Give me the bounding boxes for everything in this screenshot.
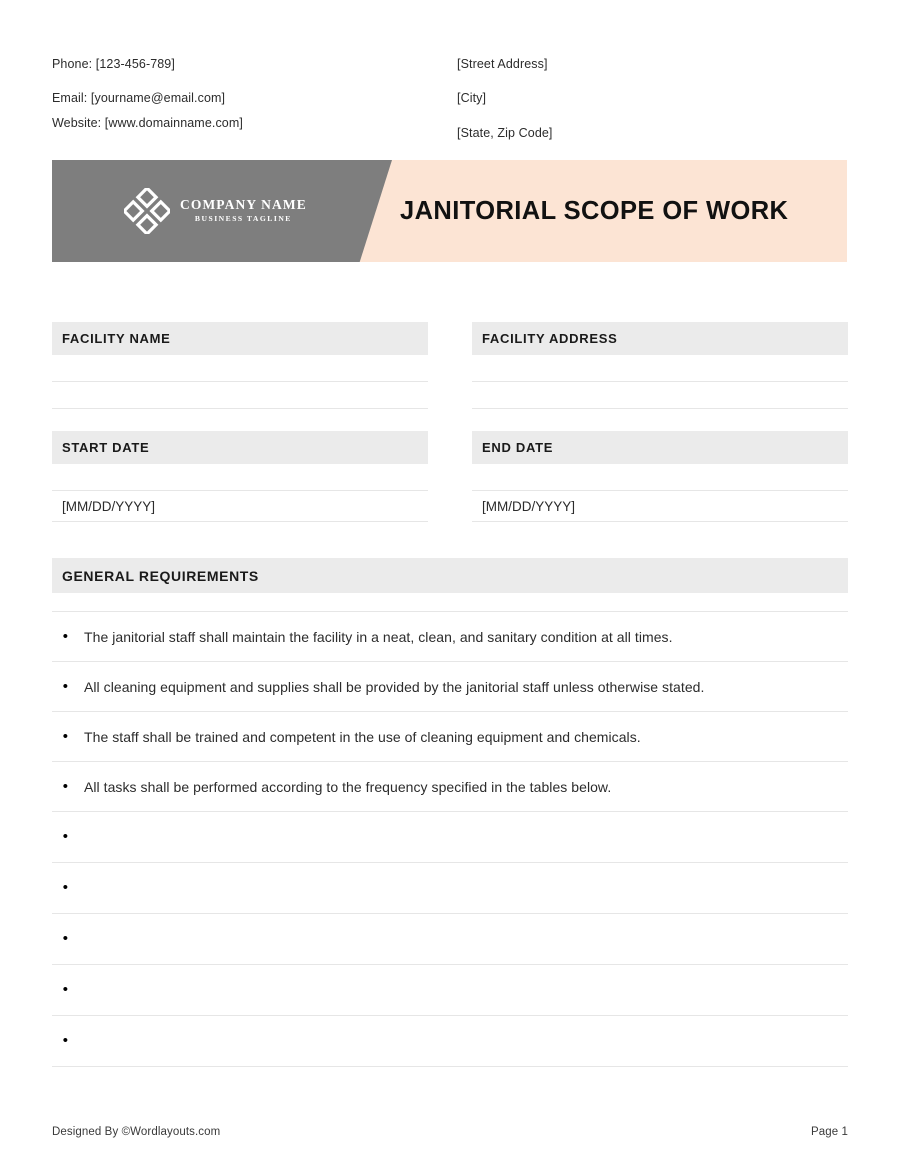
end-date-label: END DATE (482, 440, 554, 455)
company-logo (124, 188, 307, 234)
list-item[interactable] (52, 914, 848, 965)
start-date-label: START DATE (62, 440, 150, 455)
logo-tagline: BUSINESS TAGLINE (194, 214, 292, 223)
list-item[interactable] (52, 812, 848, 863)
facility-address-input-line-1[interactable] (472, 355, 848, 382)
four-diamond-logo-icon (124, 188, 170, 234)
page-footer (52, 1126, 848, 1138)
list-item-text: All tasks shall be performed according to the frequency specified in the tables below. (84, 778, 612, 795)
facility-address-input-line-2[interactable] (472, 382, 848, 409)
title-banner (52, 160, 847, 262)
bullet-icon: • (62, 930, 68, 947)
contact-header (52, 56, 848, 141)
general-requirements-heading: GENERAL REQUIREMENTS (62, 567, 259, 584)
bullet-icon: • (62, 879, 68, 896)
street-address-line: [Street Address] (457, 57, 548, 71)
document-title: JANITORIAL SCOPE OF WORK (400, 196, 789, 225)
bullet-icon: • (62, 677, 68, 695)
end-date-field (472, 431, 848, 522)
city-line: [City] (457, 91, 487, 105)
list-item[interactable] (52, 1016, 848, 1067)
bullet-icon: • (62, 828, 68, 845)
footer-credit: Designed By ©Wordlayouts.com (52, 1126, 221, 1138)
facility-address-label-bar (472, 322, 848, 355)
facility-name-input-line-2[interactable] (52, 382, 428, 409)
list-item[interactable] (52, 965, 848, 1016)
facility-address-field (472, 322, 848, 409)
start-date-field (52, 431, 428, 522)
facility-name-field (52, 322, 428, 409)
logo-text-block (180, 197, 307, 225)
list-item[interactable] (52, 762, 848, 812)
phone-line: Phone: [123-456-789] (52, 57, 175, 71)
state-zip-line: [State, Zip Code] (457, 126, 553, 140)
general-requirements-top-gap (52, 593, 848, 612)
dates-row (52, 431, 848, 522)
start-date-input[interactable]: [MM/DD/YYYY] (52, 491, 428, 522)
contact-column-left (52, 56, 457, 141)
bullet-icon: • (62, 1032, 68, 1049)
list-item[interactable] (52, 662, 848, 712)
bullet-icon: • (62, 627, 68, 645)
list-item-text: All cleaning equipment and supplies shall be provided by the janitorial staff unless otherwise stated. (84, 678, 705, 695)
list-item[interactable] (52, 612, 848, 662)
start-date-spacer-line[interactable] (52, 464, 428, 491)
general-requirements-section (52, 558, 848, 1067)
facility-address-label: FACILITY ADDRESS (482, 331, 618, 346)
website-line: Website: [www.domainname.com] (52, 116, 243, 130)
email-line: Email: [yourname@email.com] (52, 91, 226, 105)
bullet-icon: • (62, 981, 68, 998)
end-date-label-bar (472, 431, 848, 464)
end-date-spacer-line[interactable] (472, 464, 848, 491)
facility-row (52, 322, 848, 409)
list-item[interactable] (52, 863, 848, 914)
facility-name-input-line-1[interactable] (52, 355, 428, 382)
logo-company-name: COMPANY NAME (180, 197, 307, 212)
bullet-icon: • (62, 777, 68, 795)
end-date-input[interactable]: [MM/DD/YYYY] (472, 491, 848, 522)
start-date-label-bar (52, 431, 428, 464)
list-item-text: The janitorial staff shall maintain the facility in a neat, clean, and sanitary condition at all times. (84, 628, 673, 645)
bullet-icon: • (62, 727, 68, 745)
form-fields (52, 322, 848, 522)
list-item-text: The staff shall be trained and competent in the use of cleaning equipment and chemicals. (84, 728, 641, 745)
contact-column-right (457, 56, 848, 141)
facility-name-label-bar (52, 322, 428, 355)
fields-spacer (52, 409, 848, 431)
list-item[interactable] (52, 712, 848, 762)
facility-name-label: FACILITY NAME (62, 331, 171, 346)
footer-page-number: Page 1 (810, 1126, 848, 1138)
general-requirements-header (52, 558, 848, 593)
